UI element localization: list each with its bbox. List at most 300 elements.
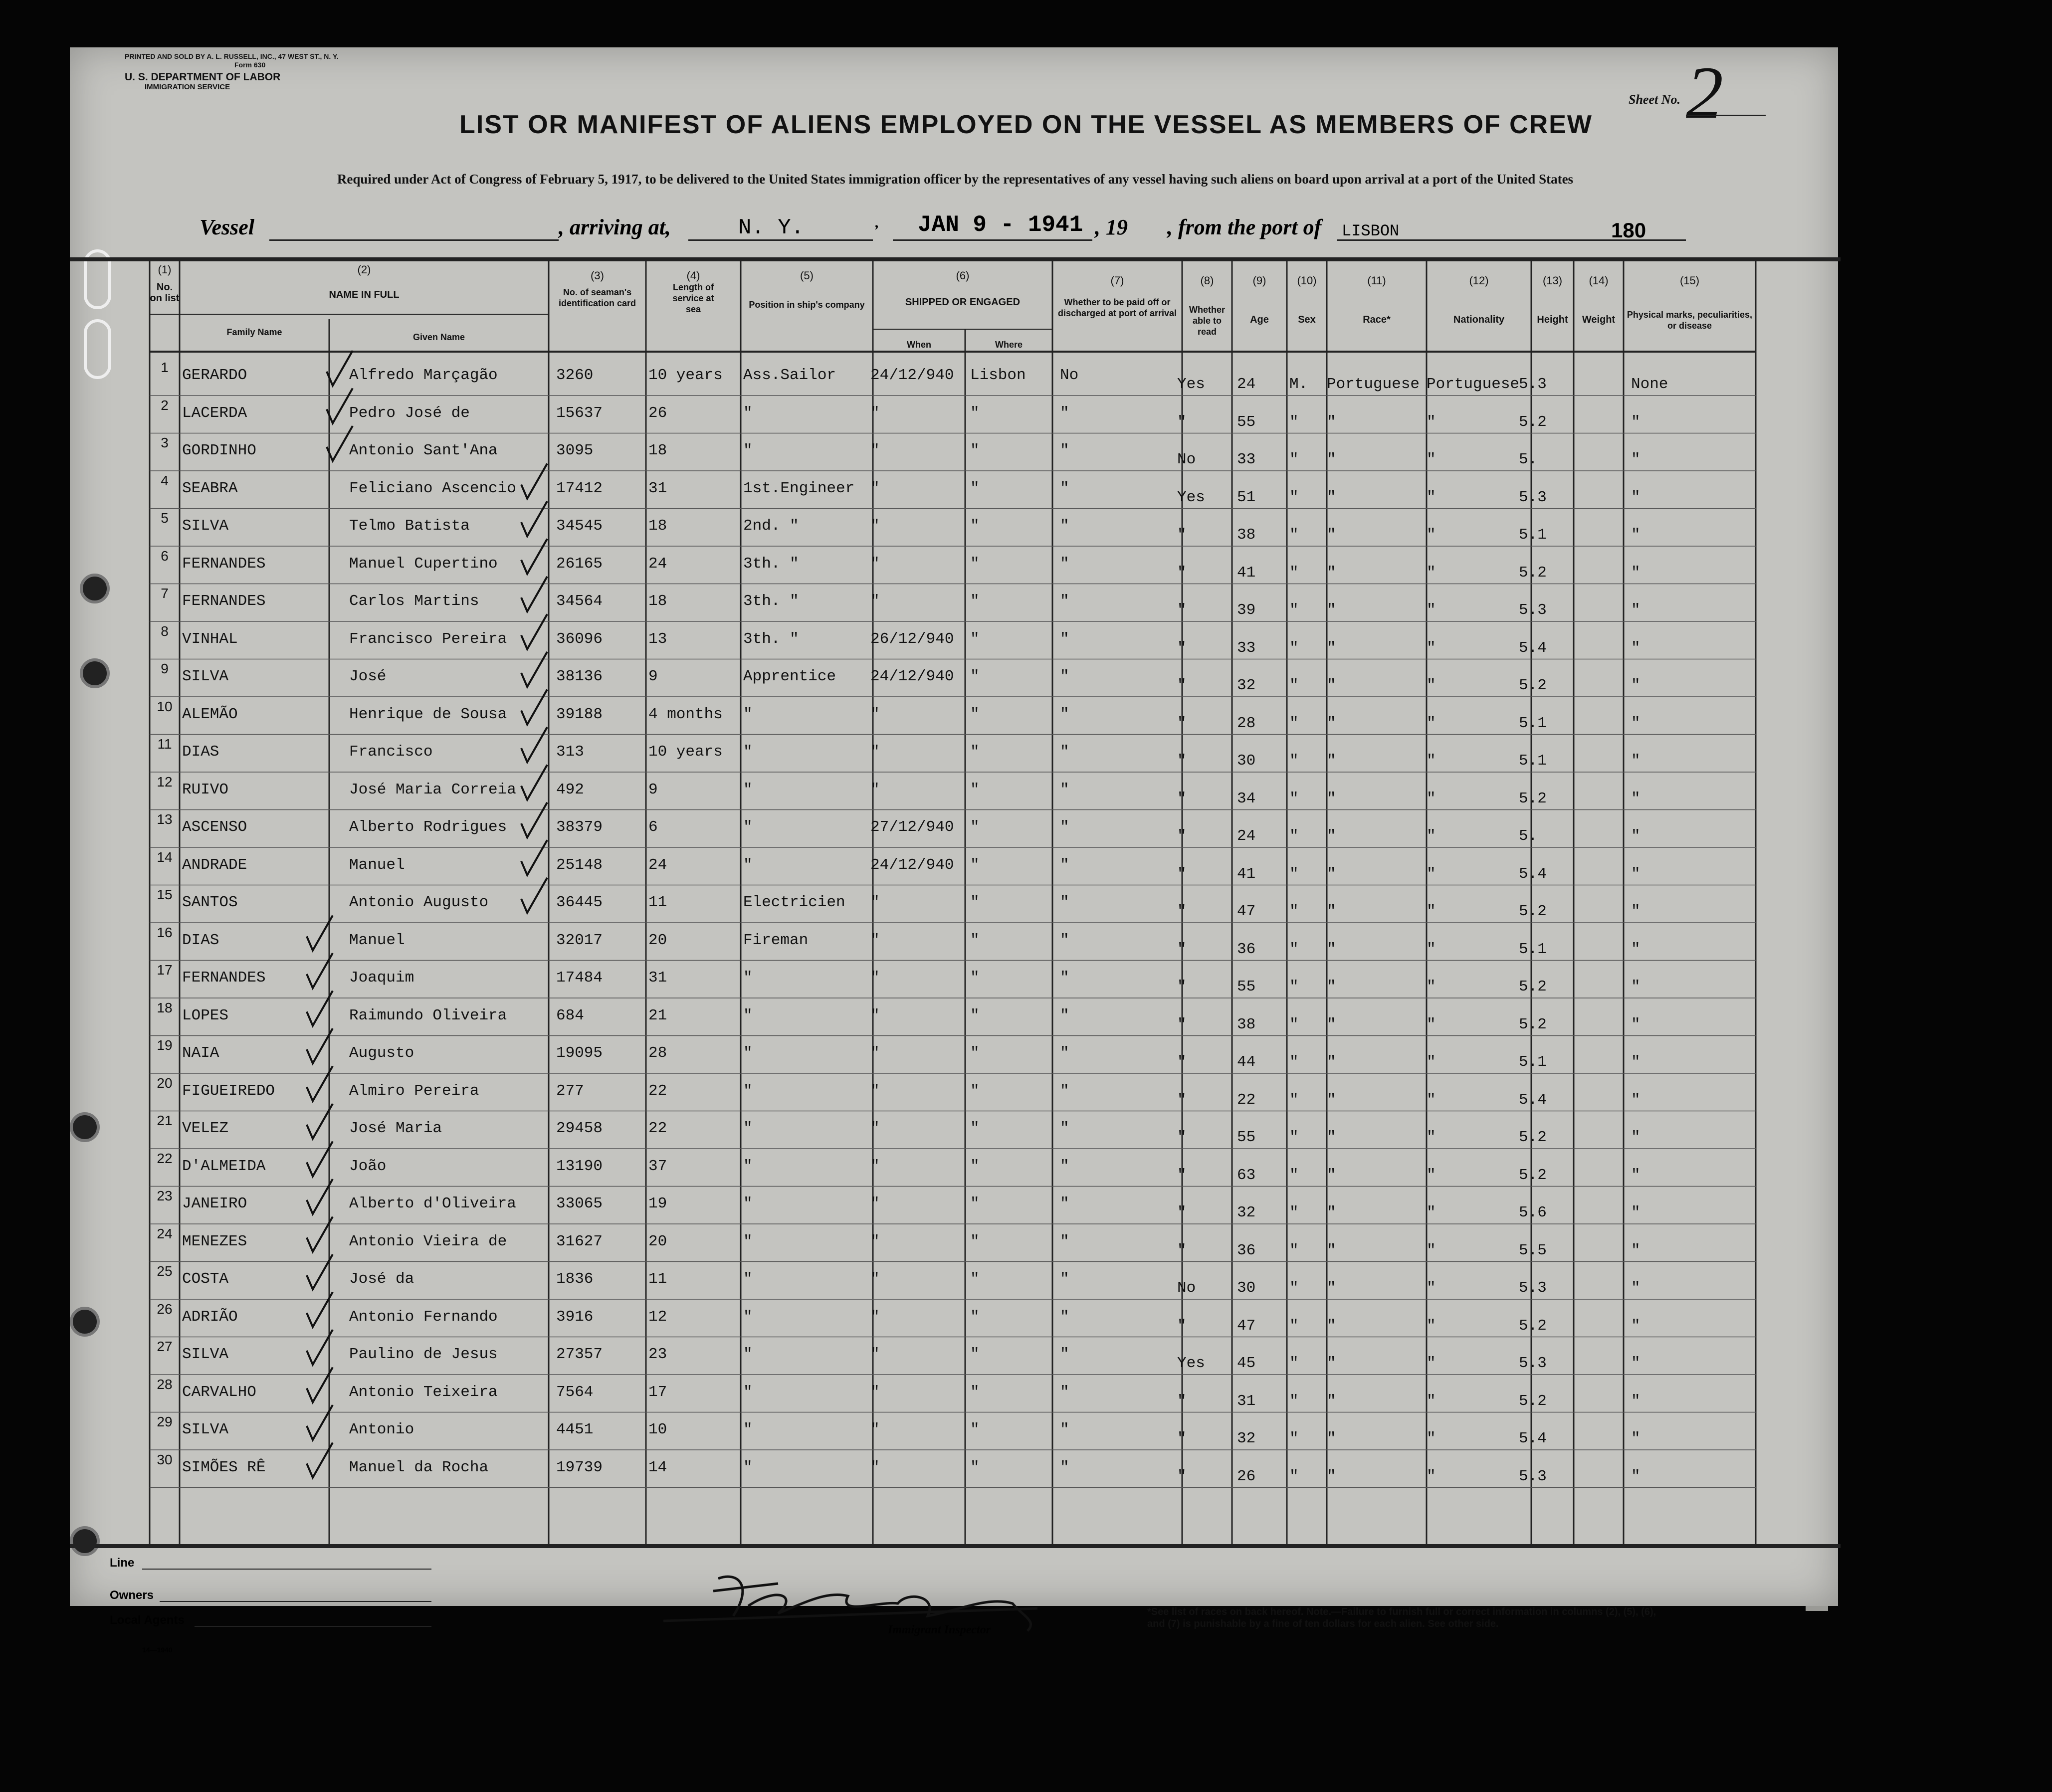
service-length: 26	[648, 404, 667, 422]
physical-marks: "	[1631, 1053, 1641, 1071]
ship-position: "	[743, 856, 753, 874]
comma-mark: ,	[875, 214, 879, 231]
local-agents-field[interactable]	[195, 1626, 431, 1627]
shipped-when: "	[870, 1120, 880, 1137]
race: "	[1327, 752, 1336, 770]
able-to-read: "	[1177, 1129, 1187, 1146]
row-number: 10	[157, 698, 173, 714]
family-name: ADRIÃO	[182, 1308, 238, 1326]
arriving-field[interactable]	[688, 239, 873, 241]
row-number: 23	[157, 1188, 173, 1203]
physical-marks: "	[1631, 1241, 1641, 1259]
age: 28	[1237, 714, 1256, 732]
age: 55	[1237, 978, 1256, 996]
height: 5.1	[1519, 940, 1547, 958]
shipped-where: "	[970, 1308, 980, 1326]
able-to-read: "	[1177, 865, 1187, 883]
family-name: SILVA	[182, 668, 229, 685]
age: 22	[1237, 1091, 1256, 1109]
shipped-when: "	[870, 781, 880, 798]
physical-marks: "	[1631, 677, 1641, 694]
race: "	[1327, 564, 1336, 582]
punch-hole	[80, 658, 110, 688]
physical-marks: "	[1631, 940, 1641, 958]
ship-position: "	[743, 1308, 753, 1326]
col11-number: (11)	[1367, 274, 1386, 287]
family-name: GORDINHO	[182, 442, 256, 459]
col3-header: No. of seaman's identification card	[558, 287, 636, 308]
row-number: 6	[161, 548, 169, 564]
sex: "	[1289, 1166, 1299, 1184]
col4-number: (4)	[686, 269, 700, 282]
paid-off: "	[1060, 1383, 1069, 1401]
race: "	[1327, 1204, 1336, 1221]
col3-number: (3)	[591, 269, 604, 282]
ship-position: "	[743, 404, 753, 422]
id-card-number: 38379	[556, 818, 603, 836]
col13-number: (13)	[1542, 274, 1563, 287]
physical-marks: "	[1631, 978, 1641, 996]
shipped-when: "	[870, 1421, 880, 1438]
paid-off: "	[1060, 856, 1069, 874]
family-name: ASCENSO	[182, 818, 247, 836]
sex: "	[1289, 1317, 1299, 1335]
service-name: IMMIGRATION SERVICE	[145, 83, 230, 91]
id-card-number: 492	[556, 781, 584, 798]
service-length: 10 years	[648, 743, 723, 761]
row-number: 22	[157, 1150, 173, 1166]
age: 26	[1237, 1467, 1256, 1485]
row-number: 14	[157, 849, 173, 865]
physical-marks: "	[1631, 903, 1641, 920]
sex: "	[1289, 1091, 1299, 1109]
race: "	[1327, 903, 1336, 920]
able-to-read: "	[1177, 601, 1187, 619]
service-length: 10	[648, 1421, 667, 1438]
age: 33	[1237, 639, 1256, 657]
race: "	[1327, 1430, 1336, 1447]
physical-marks: "	[1631, 601, 1641, 619]
height: 5.2	[1519, 564, 1547, 582]
given-name: Pedro José de	[349, 404, 470, 422]
shipped-where: "	[970, 1082, 980, 1100]
from-port-label: , from the port of	[1167, 215, 1322, 239]
row-number: 11	[157, 736, 172, 752]
given-name: Antonio Augusto	[349, 894, 489, 911]
race: "	[1327, 1317, 1336, 1335]
sex: "	[1289, 1430, 1299, 1447]
nationality: "	[1427, 940, 1436, 958]
date-field[interactable]	[893, 239, 1092, 241]
shipped-where: "	[970, 1270, 980, 1288]
service-length: 22	[648, 1120, 667, 1137]
punch-hole	[70, 1307, 100, 1337]
given-name: Francisco Pereira	[349, 630, 507, 648]
height: 5.	[1519, 451, 1538, 468]
service-length: 37	[648, 1157, 667, 1175]
col5-header: Position in ship's company	[749, 300, 865, 310]
id-card-number: 3916	[556, 1308, 594, 1326]
shipped-when: "	[870, 593, 880, 610]
row-number: 30	[157, 1451, 173, 1467]
given-name: Antonio Vieira de	[349, 1232, 507, 1250]
shipped-where: "	[970, 517, 980, 535]
family-name: SIMÕES RÊ	[182, 1458, 266, 1476]
shipped-when: "	[870, 479, 880, 497]
service-length: 11	[648, 1270, 667, 1288]
shipped-where: "	[970, 442, 980, 459]
family-name: RUIVO	[182, 781, 229, 798]
col13-header: Height	[1537, 314, 1568, 325]
col6-header: SHIPPED OR ENGAGED	[905, 297, 1021, 308]
family-name: FERNANDES	[182, 555, 266, 573]
age: 47	[1237, 1317, 1256, 1335]
family-name: FIGUEIREDO	[182, 1082, 275, 1100]
family-name: COSTA	[182, 1270, 229, 1288]
sheet-label: Sheet No.	[1629, 92, 1680, 107]
given-name: Telmo Batista	[349, 517, 470, 535]
footer-note: *See list of races on back hereof. Note.—Failure to furnish full or correct information in columns (2), (5), (6), and (7) is punishable by a fine of ten dollars for each alien. See other side.	[1147, 1606, 1656, 1629]
paid-off: "	[1060, 668, 1069, 685]
age: 34	[1237, 790, 1256, 807]
sex: "	[1289, 639, 1299, 657]
age: 63	[1237, 1166, 1256, 1184]
paid-off: "	[1060, 818, 1069, 836]
able-to-read: "	[1177, 1015, 1187, 1033]
form-line: Form 630	[234, 61, 266, 69]
shipped-when: 24/12/940	[870, 856, 954, 874]
ship-position: "	[743, 1082, 753, 1100]
shipped-when: "	[870, 743, 880, 761]
given-name: Carlos Martins	[349, 593, 479, 610]
id-card-number: 39188	[556, 705, 603, 723]
sex: "	[1289, 790, 1299, 807]
physical-marks: "	[1631, 1355, 1641, 1372]
physical-marks: "	[1631, 564, 1641, 582]
binder-ring	[84, 249, 111, 309]
service-length: 10 years	[648, 367, 723, 384]
shipped-when: "	[870, 1006, 880, 1024]
vessel-label: Vessel	[200, 215, 254, 239]
age: 45	[1237, 1355, 1256, 1372]
nationality: "	[1427, 1015, 1436, 1033]
sex: "	[1289, 978, 1299, 996]
sex: "	[1289, 865, 1299, 883]
nationality: "	[1427, 413, 1436, 431]
shipped-where: "	[970, 931, 980, 949]
able-to-read: "	[1177, 1204, 1187, 1221]
given-name: Manuel da Rocha	[349, 1458, 489, 1476]
height: 5.4	[1519, 639, 1547, 657]
row-number: 26	[157, 1301, 173, 1317]
paid-off: "	[1060, 1308, 1069, 1326]
paid-off: "	[1060, 517, 1069, 535]
id-card-number: 15637	[556, 404, 603, 422]
given-name: José	[349, 668, 387, 685]
race: "	[1327, 790, 1336, 807]
able-to-read: "	[1177, 677, 1187, 694]
paid-off: No	[1060, 367, 1079, 384]
given-name: Alfredo Marçagão	[349, 367, 498, 384]
line-label: Line	[110, 1556, 135, 1570]
binder-ring	[84, 319, 111, 379]
vessel-field[interactable]	[269, 239, 559, 241]
race: "	[1327, 827, 1336, 845]
department-name: U. S. DEPARTMENT OF LABOR	[125, 71, 281, 83]
shipped-when: "	[870, 1044, 880, 1062]
physical-marks: "	[1631, 1430, 1641, 1447]
shipped-where: "	[970, 818, 980, 836]
row-number: 8	[161, 623, 169, 639]
shipped-when: 27/12/940	[870, 818, 954, 836]
height: 5.2	[1519, 1015, 1547, 1033]
service-length: 31	[648, 479, 667, 497]
sex: "	[1289, 1392, 1299, 1410]
id-card-number: 3260	[556, 367, 594, 384]
line-field[interactable]	[142, 1569, 431, 1570]
height: 5.1	[1519, 714, 1547, 732]
able-to-read: "	[1177, 1467, 1187, 1485]
owners-field[interactable]	[160, 1601, 431, 1602]
height: 5.3	[1519, 376, 1547, 393]
sex: "	[1289, 677, 1299, 694]
sex: "	[1289, 827, 1299, 845]
age: 32	[1237, 1430, 1256, 1447]
family-name: DIAS	[182, 743, 219, 761]
service-length: 22	[648, 1082, 667, 1100]
race: "	[1327, 451, 1336, 468]
id-card-number: 33065	[556, 1195, 603, 1212]
col15-header: Physical marks, peculiarities, or disease	[1627, 310, 1753, 331]
given-name: Francisco	[349, 743, 433, 761]
row-number: 18	[157, 999, 173, 1015]
col8-header: Whether able to read	[1189, 305, 1225, 337]
col2-header: NAME IN FULL	[329, 289, 400, 300]
height: 5.2	[1519, 413, 1547, 431]
ship-position: 3th. "	[743, 593, 799, 610]
physical-marks: "	[1631, 827, 1641, 845]
family-name-header: Family Name	[226, 327, 282, 337]
shipped-when: "	[870, 705, 880, 723]
row-number: 7	[161, 586, 169, 601]
shipped-when: "	[870, 1270, 880, 1288]
service-length: 28	[648, 1044, 667, 1062]
nationality: "	[1427, 1355, 1436, 1372]
col5-number: (5)	[800, 269, 814, 282]
nationality: "	[1427, 1053, 1436, 1071]
able-to-read: No	[1177, 451, 1196, 468]
race: "	[1327, 865, 1336, 883]
service-length: 24	[648, 555, 667, 573]
year-label: , 19	[1095, 215, 1128, 239]
family-name: DIAS	[182, 931, 219, 949]
race: "	[1327, 1355, 1336, 1372]
col7-number: (7)	[1110, 274, 1124, 287]
shipped-where: "	[970, 969, 980, 987]
family-name: SILVA	[182, 1346, 229, 1363]
family-name: VELEZ	[182, 1120, 229, 1137]
id-card-number: 19739	[556, 1458, 603, 1476]
physical-marks: "	[1631, 1015, 1641, 1033]
sex: "	[1289, 413, 1299, 431]
form-code: 14—1940	[142, 1646, 173, 1654]
nationality: "	[1427, 601, 1436, 619]
id-card-number: 31627	[556, 1232, 603, 1250]
row-number: 4	[161, 472, 169, 488]
nationality: "	[1427, 526, 1436, 544]
shipped-when: 24/12/940	[870, 668, 954, 685]
shipped-where: "	[970, 1006, 980, 1024]
race: "	[1327, 488, 1336, 506]
height: 5.4	[1519, 1091, 1547, 1109]
able-to-read: "	[1177, 413, 1187, 431]
physical-marks: None	[1631, 376, 1668, 393]
ship-position: "	[743, 1120, 753, 1137]
sex: "	[1289, 451, 1299, 468]
sex: "	[1289, 526, 1299, 544]
paid-off: "	[1060, 1195, 1069, 1212]
able-to-read: "	[1177, 827, 1187, 845]
shipped-when: "	[870, 1232, 880, 1250]
height: 5.2	[1519, 790, 1547, 807]
shipped-where: "	[970, 1120, 980, 1137]
paid-off: "	[1060, 705, 1069, 723]
shipped-where: "	[970, 1232, 980, 1250]
age: 31	[1237, 1392, 1256, 1410]
family-name: JANEIRO	[182, 1195, 247, 1212]
row-number: 20	[157, 1075, 173, 1091]
given-name: Alberto d'Oliveira	[349, 1195, 516, 1212]
id-card-number: 19095	[556, 1044, 603, 1062]
family-name: MENEZES	[182, 1232, 247, 1250]
race: "	[1327, 1241, 1336, 1259]
service-length: 24	[648, 856, 667, 874]
service-length: 31	[648, 969, 667, 987]
nationality: "	[1427, 1392, 1436, 1410]
given-name: Antonio Sant'Ana	[349, 442, 498, 459]
able-to-read: "	[1177, 1053, 1187, 1071]
ship-position: "	[743, 781, 753, 798]
shipped-where: "	[970, 856, 980, 874]
paid-off: "	[1060, 555, 1069, 573]
race: "	[1327, 1392, 1336, 1410]
sex: "	[1289, 1053, 1299, 1071]
age: 30	[1237, 1279, 1256, 1297]
ship-position: "	[743, 1383, 753, 1401]
height: 5.4	[1519, 865, 1547, 883]
id-card-number: 4451	[556, 1421, 594, 1438]
paid-off: "	[1060, 630, 1069, 648]
height: 5.2	[1519, 1317, 1547, 1335]
id-card-number: 277	[556, 1082, 584, 1100]
shipped-when: "	[870, 969, 880, 987]
id-card-number: 3095	[556, 442, 594, 459]
age: 51	[1237, 488, 1256, 506]
inspector-label: Immigrant Inspector	[888, 1623, 991, 1636]
age: 55	[1237, 1129, 1256, 1146]
given-name: Augusto	[349, 1044, 414, 1062]
nationality: "	[1427, 903, 1436, 920]
shipped-when: "	[870, 1383, 880, 1401]
given-name: Paulino de Jesus	[349, 1346, 498, 1363]
service-length: 21	[648, 1006, 667, 1024]
sex: "	[1289, 1355, 1299, 1372]
row-number: 29	[157, 1414, 173, 1429]
given-name: José Maria Correia	[349, 781, 516, 798]
physical-marks: "	[1631, 526, 1641, 544]
col11-header: Race*	[1363, 314, 1391, 325]
able-to-read: "	[1177, 903, 1187, 920]
family-name: FERNANDES	[182, 969, 266, 987]
nationality: "	[1427, 488, 1436, 506]
where-header: Where	[995, 340, 1023, 350]
physical-marks: "	[1631, 413, 1641, 431]
height: 5.1	[1519, 526, 1547, 544]
given-name: Henrique de Sousa	[349, 705, 507, 723]
age: 44	[1237, 1053, 1256, 1071]
race: "	[1327, 413, 1336, 431]
height: 5.2	[1519, 903, 1547, 920]
shipped-where: "	[970, 479, 980, 497]
given-name: Almiro Pereira	[349, 1082, 479, 1100]
service-length: 18	[648, 442, 667, 459]
nationality: "	[1427, 1467, 1436, 1485]
sex: "	[1289, 488, 1299, 506]
sex: "	[1289, 601, 1299, 619]
sex: "	[1289, 1204, 1299, 1221]
id-card-number: 17484	[556, 969, 603, 987]
race: "	[1327, 1467, 1336, 1485]
able-to-read: "	[1177, 1166, 1187, 1184]
shipped-when: "	[870, 1157, 880, 1175]
family-name: D'ALMEIDA	[182, 1157, 266, 1175]
height: 5.3	[1519, 488, 1547, 506]
given-name: Manuel	[349, 931, 405, 949]
paid-off: "	[1060, 1044, 1069, 1062]
shipped-when: "	[870, 1082, 880, 1100]
given-name: Feliciano Ascencio	[349, 479, 516, 497]
row-number: 12	[157, 774, 173, 790]
paid-off: "	[1060, 743, 1069, 761]
paid-off: "	[1060, 1157, 1069, 1175]
physical-marks: "	[1631, 865, 1641, 883]
service-length: 12	[648, 1308, 667, 1326]
paid-off: "	[1060, 1458, 1069, 1476]
col6-number: (6)	[956, 269, 970, 282]
race: "	[1327, 1015, 1336, 1033]
nationality: "	[1427, 790, 1436, 807]
id-card-number: 34545	[556, 517, 603, 535]
local-agents-label: Local Agents	[110, 1613, 185, 1627]
height: 5.2	[1519, 1166, 1547, 1184]
age: 36	[1237, 940, 1256, 958]
row-number: 2	[161, 397, 169, 413]
owners-label: Owners	[110, 1589, 154, 1602]
shipped-when: "	[870, 1195, 880, 1212]
paid-off: "	[1060, 1346, 1069, 1363]
sex: M.	[1289, 376, 1308, 393]
given-name: José Maria	[349, 1120, 442, 1137]
shipped-when: "	[870, 404, 880, 422]
shipped-where: "	[970, 781, 980, 798]
age: 39	[1237, 601, 1256, 619]
col14-header: Weight	[1582, 314, 1616, 325]
family-name: LOPES	[182, 1006, 229, 1024]
sex: "	[1289, 752, 1299, 770]
paid-off: "	[1060, 1006, 1069, 1024]
sex: "	[1289, 564, 1299, 582]
col9-number: (9)	[1252, 274, 1266, 287]
